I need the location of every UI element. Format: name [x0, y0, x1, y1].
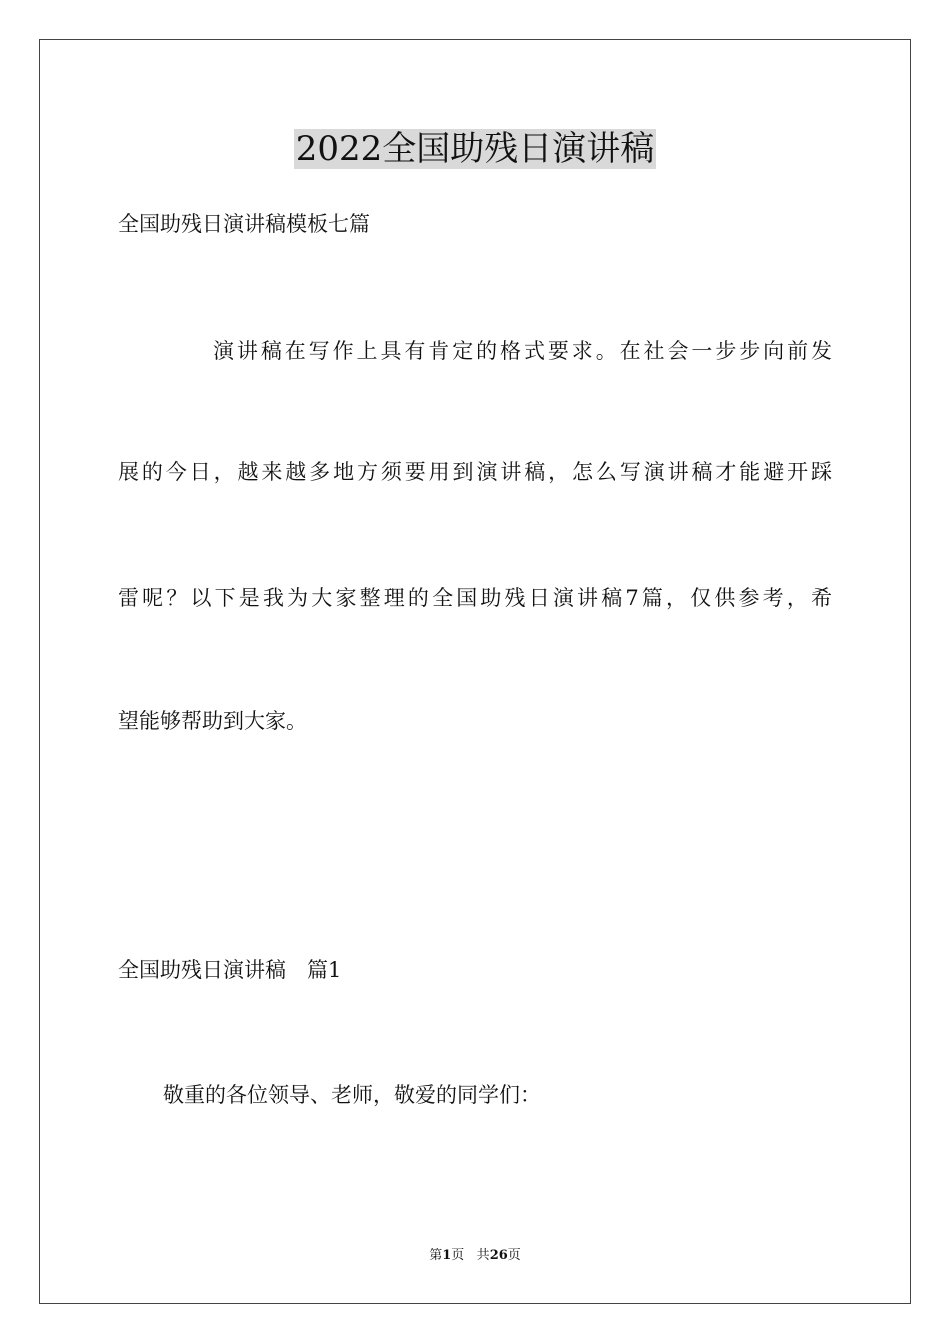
footer-page-prefix: 第: [429, 1248, 443, 1263]
footer-page-number: 1: [442, 1248, 452, 1263]
intro-line-4: 望能够帮助到大家。: [118, 709, 307, 733]
section-heading: 全国助残日演讲稿 篇1: [118, 958, 342, 982]
footer-total-prefix: 共: [476, 1248, 490, 1263]
intro-line-3: 雷呢？以下是我为大家整理的全国助残日演讲稿7篇，仅供参考，希: [118, 586, 832, 610]
footer-total-pages: 26: [489, 1248, 508, 1263]
page-footer: [0, 1247, 950, 1265]
footer-page-suffix: 页: [451, 1248, 465, 1263]
document-title: [0, 126, 950, 172]
greeting-line: 敬重的各位领导、老师，敬爱的同学们：: [163, 1083, 541, 1107]
document-subtitle: 全国助残日演讲稿模板七篇: [118, 212, 370, 236]
document-title-text: 2022全国助残日演讲稿: [295, 129, 655, 169]
intro-line-1: 演讲稿在写作上具有肯定的格式要求。在社会一步步向前发: [213, 339, 832, 363]
intro-line-2: 展的今日，越来越多地方须要用到演讲稿，怎么写演讲稿才能避开踩: [118, 460, 832, 484]
footer-total-suffix: 页: [507, 1248, 521, 1263]
